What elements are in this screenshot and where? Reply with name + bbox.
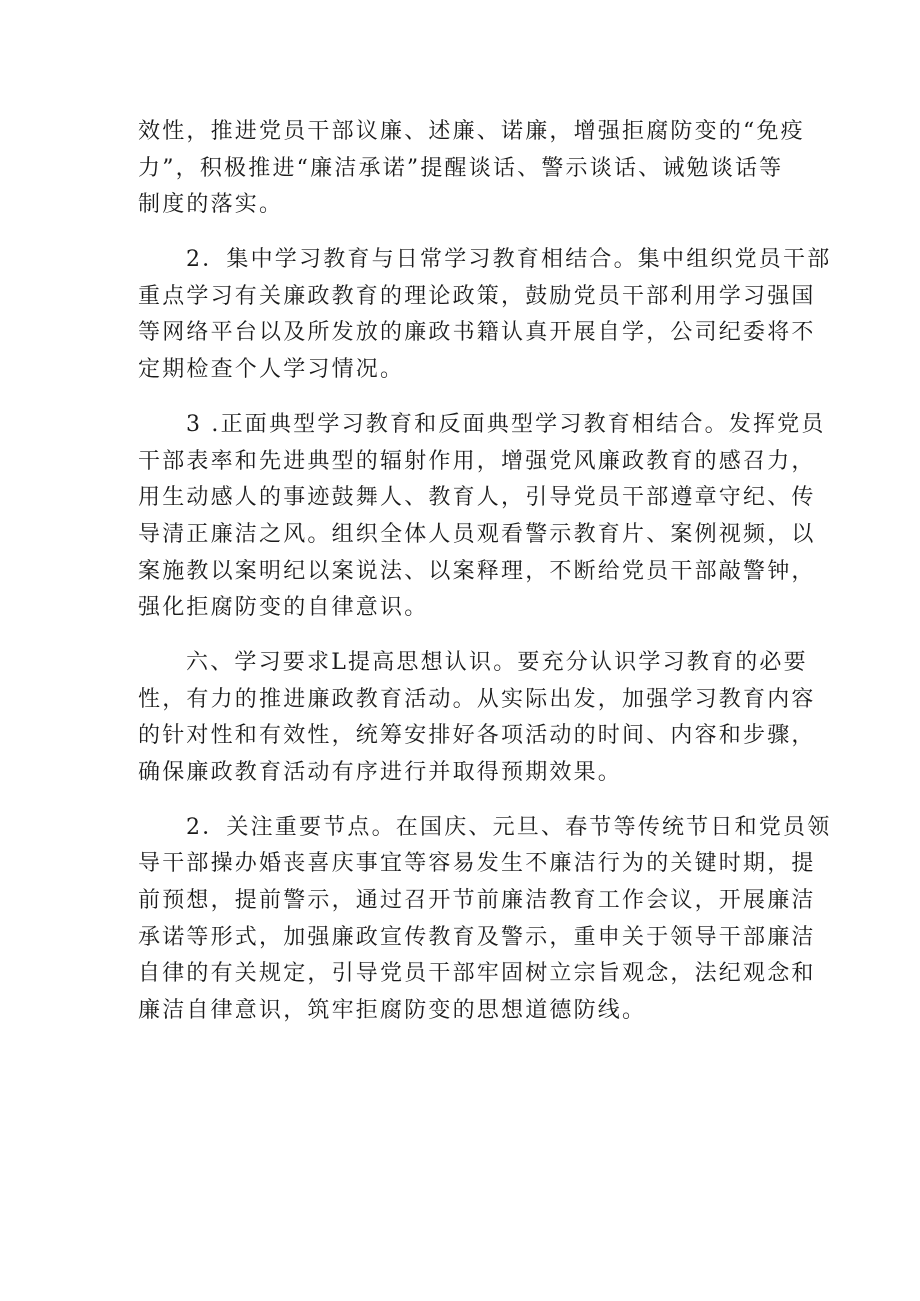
document-body — [138, 114, 832, 1030]
paragraph-2-key-dates — [138, 810, 832, 1030]
paragraph-continuation — [138, 114, 805, 224]
text-line: 性，有力的推进廉政教育活动。从实际出发，加强学习教育内容 — [138, 686, 816, 712]
text-line: 导干部操办婚丧喜庆事宜等容易发生不廉洁行为的关键时期，提 — [138, 851, 816, 877]
text-line: 力”，积极推进“廉洁承诺”提醒谈话、警示谈话、诫勉谈话等 — [138, 155, 784, 181]
paragraph-3-typical-examples — [138, 407, 826, 627]
text-line: 2．集中学习教育与日常学习教育相结合。集中组织党员干部 — [186, 247, 832, 273]
paragraph-6-learning-requirements — [138, 645, 816, 792]
text-line: 效性，推进党员干部议廉、述廉、诺廉，增强拒腐防变的“免疫 — [138, 119, 805, 144]
text-line: 确保廉政教育活动有序进行并取得预期效果。 — [138, 760, 623, 785]
text-line: 重点学习有关廉政教育的理论政策，鼓励党员干部利用学习强国 — [138, 283, 816, 309]
text-line: 用生动感人的事迹鼓舞人、教育人，引导党员干部遵章守纪、传 — [138, 485, 816, 511]
text-line: 廉洁自律意识，筑牢拒腐防变的思想道德防线。 — [138, 998, 647, 1024]
text-line: 3 .正面典型学习教育和反面典型学习教育相结合。发挥党员 — [186, 411, 826, 437]
text-line: 前预想，提前警示，通过召开节前廉洁教育工作会议，开展廉洁 — [138, 888, 816, 914]
text-line: 等网络平台以及所发放的廉政书籍认真开展自学，公司纪委将不 — [138, 320, 816, 346]
text-line: 的针对性和有效性，统筹安排好各项活动的时间、内容和步骤， — [138, 723, 816, 749]
text-line: 导清正廉洁之风。组织全体人员观看警示教育片、案例视频，以 — [138, 521, 816, 547]
paragraph-2-centralized-learning — [138, 242, 832, 389]
text-line: 强化拒腐防变的自律意识。 — [138, 595, 429, 621]
text-line: 承诺等形式，加强廉政宣传教育及警示，重申关于领导干部廉洁 — [138, 924, 816, 950]
text-line: 制度的落实。 — [138, 192, 284, 218]
text-line: 自律的有关规定，引导党员干部牢固树立宗旨观念，法纪观念和 — [138, 961, 816, 987]
text-line: 干部表率和先进典型的辐射作用，增强党风廉政教育的感召力， — [138, 448, 816, 474]
text-line: 六、学习要求L提高思想认识。要充分认识学习教育的必要 — [186, 649, 808, 675]
text-line: 案施教以案明纪以案说法、以案释理，不断给党员干部敲警钟， — [138, 558, 816, 584]
text-line: 定期检查个人学习情况。 — [138, 357, 405, 383]
text-line: 2．关注重要节点。在国庆、元旦、春节等传统节日和党员领 — [186, 814, 832, 840]
